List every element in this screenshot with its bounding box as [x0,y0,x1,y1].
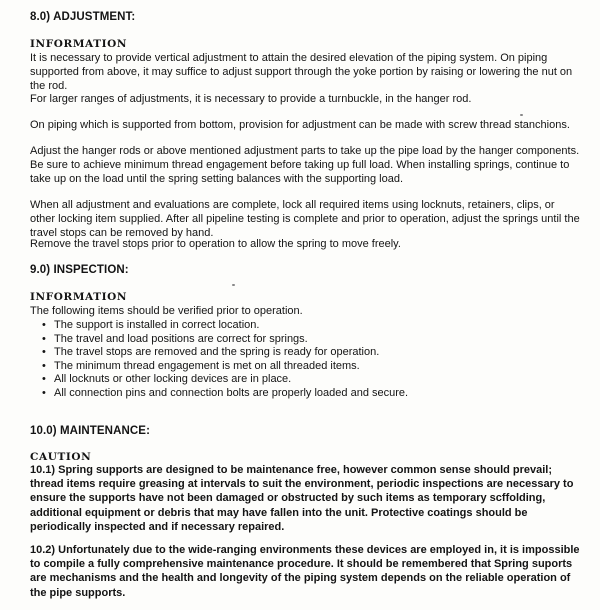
section-9-information-label: INFORMATION [30,291,128,303]
section-8-information-label: INFORMATION [30,38,128,50]
section-9-heading: 9.0) INSPECTION: [30,264,129,276]
section-8-heading: 8.0) ADJUSTMENT: [30,11,136,23]
section-10-heading: 10.0) MAINTENANCE: [30,425,151,437]
checklist-item: • All locknuts or other locking devices are in place. [42,373,408,387]
checklist-item: • The travel and load positions are correct for springs. [42,333,408,347]
adjustment-paragraph-3: On piping which is supported from bottom, provision for adjustment can be made with screw thread stanchions. [30,119,570,131]
inspection-intro: The following items should be verified prior to operation. [30,305,303,317]
caution-label: CAUTION [30,451,92,463]
checklist-item: • The travel stops are removed and the spring is ready for operation. [42,346,408,360]
adjustment-paragraph-1: It is necessary to provide vertical adjustment to attain the desired elevation of the piping system. On piping supported from above, it may suffice to adjust support through the yoke portion by raising or lowering the nut on the rod. [30,52,573,93]
checklist-item: • The support is installed in correct location. [42,319,408,333]
adjustment-paragraph-2: For larger ranges of adjustments, it is necessary to provide a turnbuckle, in the hanger rod. [30,93,472,105]
checklist-item: • All connection pins and connection bolts are properly loaded and secure. [42,387,408,401]
maintenance-paragraph-10-2: 10.2) Unfortunately due to the wide-ranging environments these devices are employed in, it is impossible to compile a fully comprehensive maintenance procedure. It should be remembered that Spring suports are mechanisms and the health and longevity of the piping system depends on the reliable operation of the pipe supports. [30,544,580,599]
inspection-checklist [42,319,408,401]
adjustment-paragraph-4: Adjust the hanger rods or above mentioned adjustment parts to take up the pipe load by the hanger components. Be sure to achieve minimum thread engagement before taking up full load. When installing springs, continue to take up on the load until the spring setting balances with the supporting load. [30,145,580,186]
checklist-item: • The minimum thread engagement is met on all threaded items. [42,360,408,374]
adjustment-paragraph-6: Remove the travel stops prior to operation to allow the spring to move freely. [30,238,401,250]
scan-speck [232,284,235,286]
scan-speck [520,114,523,116]
maintenance-paragraph-10-1: 10.1) Spring supports are designed to be maintenance free, however common sense should prevail; thread items require greasing at intervals to suit the environment, periodic inspections are necessary to ensure the supports have not been damaged or obstructed by such items as temporary scffolding, additional equipment or debris that may have fallen into the unit. Protective coatings should be periodically inspected and if necessary repaired. [30,464,574,533]
adjustment-paragraph-5: When all adjustment and evaluations are complete, lock all required items using locknuts, retainers, clips, or other locking item supplied. After all pipeline testing is complete and prior to operation, adjust the springs until the travel stops can be removed by hand. [30,199,580,240]
